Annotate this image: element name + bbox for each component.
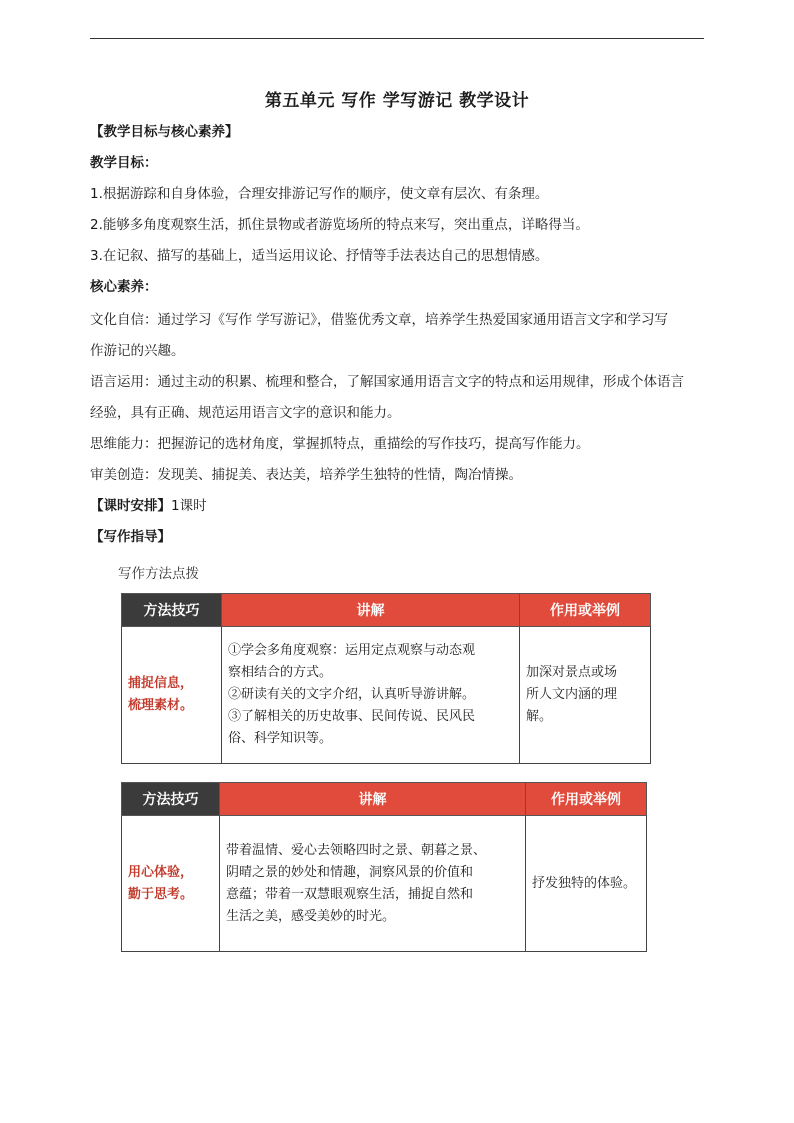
core-line: 文化自信：通过学习《写作 学写游记》，借鉴优秀文章，培养学生热爱国家通用语言文字和学习写	[90, 312, 669, 328]
effect-line: 抒发独特的体验。	[532, 875, 637, 891]
explain-line: 阴晴之景的妙处和情趣，洞察风景的价值和	[226, 864, 474, 880]
effect-line: 所人文内涵的理	[526, 687, 618, 702]
method-line: 梳理素材。	[128, 698, 194, 713]
explain-line: 带着温情、爱心去领略四时之景、朝暮之景、	[226, 842, 487, 858]
core-line: 思维能力：把握游记的选材角度，掌握抓特点，重描绘的写作技巧，提高写作能力。	[90, 436, 590, 452]
core-label: 核心素养：	[90, 279, 158, 295]
column-header-method: 方法技巧	[122, 594, 222, 627]
method-table-1	[121, 593, 651, 764]
goals-section-header: 【教学目标与核心素养】	[90, 124, 239, 140]
explain-cell	[220, 816, 526, 952]
page-title: 第五单元 写作 学写游记 教学设计	[264, 91, 530, 111]
column-header-effect: 作用或举例	[526, 783, 647, 816]
method-line: 勤于思考。	[128, 886, 194, 902]
explain-line: ①学会多角度观察：运用定点观察与动态观	[228, 643, 476, 658]
method-line: 用心体验，	[128, 864, 194, 880]
goal-item: 1.根据游踪和自身体验，合理安排游记写作的顺序，使文章有层次、有条理。	[90, 186, 549, 202]
effect-cell	[526, 816, 647, 952]
goals-label: 教学目标：	[90, 155, 158, 171]
goal-item: 2.能够多角度观察生活，抓住景物或者游览场所的特点来写，突出重点，详略得当。	[90, 217, 589, 233]
explain-line: 生活之美，感受美妙的时光。	[226, 908, 396, 924]
core-line: 审美创造：发现美、捕捉美、表达美，培养学生独特的性情，陶冶情操。	[90, 467, 522, 483]
table-header-row	[122, 594, 651, 627]
effect-line: 解。	[526, 709, 553, 724]
column-header-explain: 讲解	[220, 783, 526, 816]
explain-line: ③了解相关的历史故事、民间传说、民风民	[228, 709, 476, 724]
schedule-label: 【课时安排】	[90, 498, 171, 514]
column-header-effect: 作用或举例	[520, 594, 651, 627]
explain-line: 俗、科学知识等。	[228, 731, 333, 746]
effect-cell	[520, 627, 651, 764]
explain-line: 察相结合的方式。	[228, 665, 333, 680]
core-line: 作游记的兴趣。	[90, 343, 185, 359]
goal-item: 3.在记叙、描写的基础上，适当运用议论、抒情等手法表达自己的思想情感。	[90, 248, 549, 264]
explain-line: 意蕴；带着一双慧眼观察生活，捕捉自然和	[226, 886, 474, 902]
method-cell	[122, 627, 222, 764]
table-row	[122, 816, 647, 952]
core-line: 经验，具有正确、规范运用语言文字的意识和能力。	[90, 405, 401, 421]
table-header-row	[122, 783, 647, 816]
schedule-line	[90, 491, 710, 521]
explain-cell	[222, 627, 520, 764]
method-cell	[122, 816, 220, 952]
schedule-value: 1课时	[171, 498, 207, 514]
method-table-2	[121, 782, 647, 952]
column-header-method: 方法技巧	[122, 783, 220, 816]
table-row	[122, 627, 651, 764]
header-rule	[90, 38, 704, 39]
explain-line: ②研读有关的文字介绍，认真听导游讲解。	[228, 687, 476, 702]
guide-section-header: 【写作指导】	[90, 529, 171, 545]
column-header-explain: 讲解	[222, 594, 520, 627]
core-line: 语言运用：通过主动的积累、梳理和整合，了解国家通用语言文字的特点和运用规律，形成个体语言	[90, 374, 684, 390]
method-line: 捕捉信息，	[128, 676, 194, 691]
guide-subtitle: 写作方法点拨	[118, 566, 199, 582]
effect-line: 加深对景点或场	[526, 665, 618, 680]
